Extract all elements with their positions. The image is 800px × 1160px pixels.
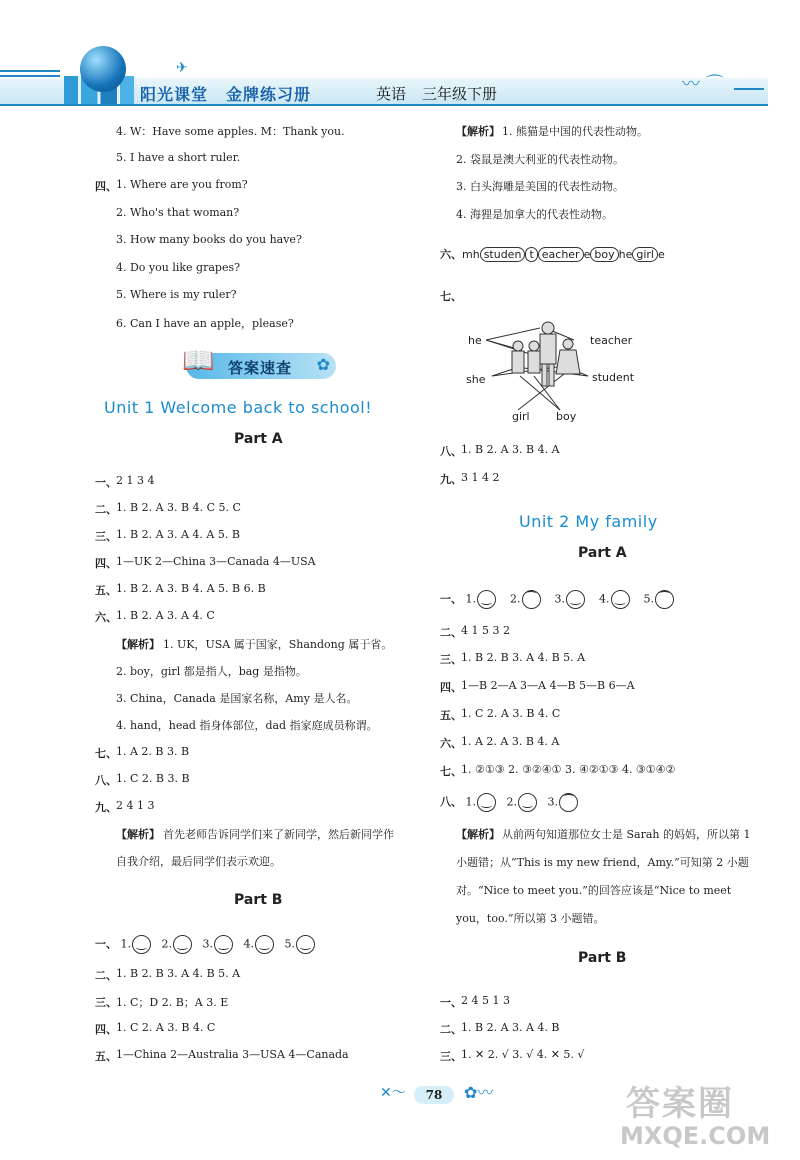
analysis-line: 4. 海狸是加拿大的代表性动物。 [456,208,613,221]
answer-line: 4 1 5 3 2 [461,624,510,637]
answer-line: 1. B 2. A 3. A 4. C [116,609,215,622]
answer-line: 1. ✕ 2. √ 3. √ 4. ✕ 5. √ [461,1048,585,1061]
subject-grade [376,83,513,104]
book-name: 金牌练习册 [226,85,312,104]
answer-line: 1—China 2—Australia 3—USA 4—Canada [116,1048,349,1061]
answer-line: 1—B 2—A 3—A 4—B 5—B 6—A [461,679,635,692]
answer-line: 1. B 2. B 3. A 4. B 5. A [116,967,241,980]
section-label: 八、 [440,445,462,458]
figure-label: girl [512,410,530,423]
answer-line: 3 1 4 2 [461,471,500,484]
smiley-answer-row [440,590,674,609]
smiley-face-icon: ‿ [477,793,496,812]
part-title: Part A [234,431,283,447]
item-number: 2. [161,937,172,951]
item-number: 3. [547,795,558,809]
part-title: Part B [234,892,283,908]
smiley-face-icon: ‿ [566,590,585,609]
item-number: 1. [120,937,131,951]
section-label: 二、 [440,1023,462,1036]
page-footer [380,1080,500,1110]
header-line [734,88,764,90]
smiley-face-icon: ‿ [518,793,537,812]
sad-face-icon: ⁀ [522,590,541,609]
figure-label: student [592,371,635,384]
analysis-line: 4. hand，head 指身体部位，dad 指家庭成员称谓。 [116,719,378,732]
letters: e [583,248,591,261]
section-label: 四、 [95,557,117,570]
book-title [140,82,329,105]
analysis-line: 首先老师告诉同学们来了新同学，然后新同学作 [163,828,394,841]
item-number: 1. [465,795,476,809]
subject: 英语 [376,85,407,103]
section-label: 一、 [95,476,117,489]
answer-line: 5. I have a short ruler. [116,151,241,164]
watermark-domain: MXQE.COM [620,1122,771,1150]
fish-bone-icon: ✕〜 [380,1085,406,1101]
analysis-line: 从前两句知道那位女士是 Sarah 的妈妈，所以第 1 [502,828,751,841]
answer-line: 1. B 2. A 3. B 4. C 5. C [116,501,241,514]
answer-line: 1. B 2. B 3. A 4. B 5. A [461,651,586,664]
item-number: 1. [465,592,476,606]
analysis-line: 对。“Nice to meet you.”的回答应该是“Nice to meet [456,884,732,897]
part-title: Part A [578,545,627,561]
section-label: 四、 [95,1023,117,1036]
item-number: 4. [599,592,610,606]
word-chain [440,246,665,262]
part-title: Part B [578,950,627,966]
section-label: 三、 [95,996,117,1009]
series-title: 阳光课堂 [140,85,209,104]
answer-line: 5. Where is my ruler? [116,288,237,301]
section-label: 八、 [440,795,462,809]
section-label: 三、 [440,653,462,666]
open-book-icon: 📖 [182,346,215,376]
item-number: 5. [284,937,295,951]
section-label: 一、 [440,996,462,1009]
section-label: 二、 [95,503,117,516]
smiley-face-icon: ‿ [132,935,151,954]
analysis-line: 自我介绍，最后同学们表示欢迎。 [116,855,281,868]
item-number: 3. [554,592,565,606]
smiley-face-icon: ‿ [214,935,233,954]
section-label: 六、 [95,611,117,624]
section-label: 一、 [440,592,462,606]
answer-line: 2 1 3 4 [116,474,155,487]
grade: 三年级下册 [422,85,498,103]
letters: e [657,248,665,261]
answer-line: 1. A 2. B 3. B [116,745,190,758]
smiley-face-icon: ‿ [255,935,274,954]
circled-word: girl [632,247,658,262]
answer-line: 2 4 1 3 [116,799,155,812]
section-label: 二、 [95,969,117,982]
section-label: 九、 [440,473,462,486]
section-label: 八、 [95,774,117,787]
item-number: 3. [202,937,213,951]
answer-line: 1. B 2. A 3. B 4. A 5. B 6. B [116,582,266,595]
smiley-face-icon: ‿ [611,590,630,609]
smiley-face-icon: ‿ [477,590,496,609]
item-number: 5. [643,592,654,606]
answer-key-banner [182,346,336,379]
smiley-face-icon: ‿ [173,935,192,954]
watermark-logo [620,1076,780,1156]
analysis-label: 【解析】 [116,828,160,841]
analysis-line: 3. 白头海雕是美国的代表性动物。 [456,180,624,193]
smiley-answer-row [440,793,578,812]
matching-figure [464,316,644,426]
figure-label: boy [556,410,577,423]
answer-line: 1. C；D 2. B；A 3. E [116,996,229,1009]
answer-line: 3. How many books do you have? [116,233,302,246]
page-header [0,30,800,110]
analysis-line: 2. 袋鼠是澳大利亚的代表性动物。 [456,153,624,166]
answer-line: 1. B 2. A 3. A 4. A 5. B [116,528,240,541]
section-label: 四、 [95,180,117,193]
unit-title: Unit 2 My family [519,512,658,531]
section-label: 七、 [440,765,462,778]
section-label: 七、 [440,290,462,303]
item-number: 4. [243,937,254,951]
section-label: 二、 [440,626,462,639]
analysis-line: 1. UK，USA 属于国家，Shandong 属于省。 [163,638,393,651]
section-label: 三、 [440,1050,462,1063]
answer-line: 1. B 2. A 3. B 4. A [461,443,560,456]
page-number: 78 [414,1086,454,1104]
circled-word: studen [480,247,526,262]
banner-title: 答案速查 [228,359,293,377]
sad-face-icon: ⁀ [655,590,674,609]
section-label: 七、 [95,747,117,760]
analysis-label: 【解析】 [456,125,500,138]
answer-line: 4. Do you like grapes? [116,261,241,274]
answer-line: 1. ②①③ 2. ③②④① 3. ④②①③ 4. ③①④② [461,763,676,776]
analysis-line: 2. boy，girl 都是指人，bag 是指物。 [116,665,307,678]
section-label: 三、 [95,530,117,543]
smiley-face-icon: ‿ [296,935,315,954]
analysis-label: 【解析】 [116,638,160,651]
answer-line: 1. C 2. A 3. B 4. C [461,707,561,720]
paper-plane-icon: ✈ [176,60,188,76]
answer-line: 1. B 2. A 3. A 4. B [461,1021,560,1034]
analysis-line: you，too.”所以第 3 小题错。 [456,912,605,925]
circled-word: eacher [538,247,584,262]
answer-line: 2 4 5 1 3 [461,994,510,1007]
section-label: 五、 [440,709,462,722]
letters: mh [462,248,480,261]
answer-line: 1. C 2. B 3. B [116,772,190,785]
circled-word: boy [590,247,618,262]
answer-line: 1. Where are you from? [116,178,248,191]
figure-label: teacher [590,334,633,347]
section-label: 五、 [95,1050,117,1063]
section-label: 四、 [440,681,462,694]
pinwheel-icon: ✿ [316,355,330,374]
pinwheel-icon: ✿〰 [464,1083,494,1102]
sad-face-icon: ⁀ [559,793,578,812]
answer-line: 1. A 2. A 3. B 4. A [461,735,560,748]
section-label: 五、 [95,584,117,597]
item-number: 2. [506,795,517,809]
section-label: 六、 [440,737,462,750]
answer-line: 1. C 2. A 3. B 4. C [116,1021,216,1034]
smiley-answer-row [95,935,315,954]
letters: he [618,248,633,261]
answer-line: 6. Can I have an apple，please? [116,317,294,330]
answer-line: 1—UK 2—China 3—Canada 4—USA [116,555,316,568]
answer-line: 4. W：Have some apples. M：Thank you. [116,125,345,138]
birds-icon: 〰 ⌒ [682,74,724,95]
figure-label: he [468,334,482,347]
section-label: 六、 [440,248,462,261]
unit-title: Unit 1 Welcome back to school! [104,398,373,417]
globe-icon [80,46,126,92]
circled-word: t [525,247,537,262]
section-label: 九、 [95,801,117,814]
item-number: 2. [510,592,521,606]
analysis-label: 【解析】 [456,828,500,841]
analysis-line: 1. 熊猫是中国的代表性动物。 [502,125,648,138]
analysis-line: 小题错；从“This is my new friend，Amy.”可知第 2 小题 [456,856,749,869]
answer-line: 2. Who's that woman? [116,206,240,219]
analysis-line: 3. China，Canada 是国家名称，Amy 是人名。 [116,692,358,705]
section-label: 一、 [95,937,117,951]
figure-label: she [466,373,486,386]
watermark-text: 答案圈 [626,1084,734,1124]
